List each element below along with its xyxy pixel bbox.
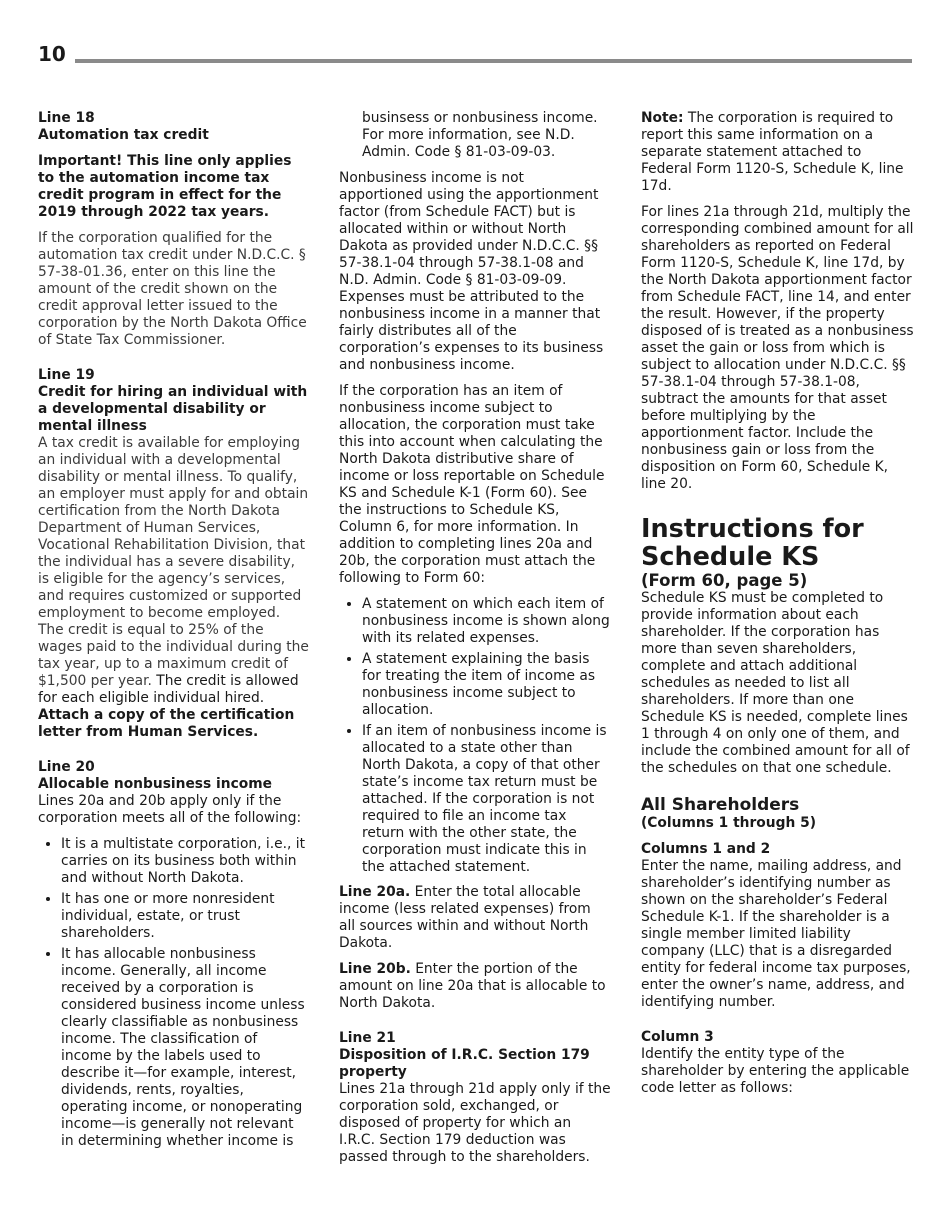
column-3-body: Identify the entity type of the shareholder by entering the applicable code letter as follows: — [641, 1046, 910, 1096]
allocation-paragraph: If the corporation has an item of nonbusiness income subject to allocation, the corporation must take this into account when calculating the North Dakota distributive share of income or loss reportable on Schedule KS and Schedule K-1 (Form 60). See the instructions to Schedule KS, Column 6, for more information. In addition to completing lines 20a and 20b, the corporation must attach the following to Form 60: — [339, 383, 605, 586]
line19-attach-note: Attach a copy of the certification letter from Human Services. — [38, 707, 295, 740]
line18-important: Important! This line only applies to the automation income tax credit program in effect for the 2019 through 2022 tax years. — [38, 153, 292, 220]
note-paragraph — [641, 110, 915, 195]
line20b-paragraph — [339, 961, 611, 1012]
note-label: Note: — [641, 110, 684, 126]
line21-subtitle: Disposition of I.R.C. Section 179 property — [339, 1047, 590, 1080]
line21-instructions: For lines 21a through 21d, multiply the corresponding combined amount for all shareholders as reported on Federal Form 1120-S, Schedule K, line 17d, by the North Dakota apportionment factor from Schedule FACT, line 14, and enter the result. However, if the property disposed of is treated as a nonbusiness asset the gain or loss from which is subject to allocation under N.D.C.C. §§ 57-38.1-04 through 57-38.1-08, subtract the amounts for that asset before multiplying by the apportionment factor. Include the nonbusiness gain or loss from the disposition on Form 60, Schedule K, line 20. — [641, 204, 914, 492]
line20-subtitle: Allocable nonbusiness income — [38, 776, 272, 792]
note-text: The corporation is required to report this same information on a separate statement attached to Federal Form 1120-S, Schedule K, line 17d. — [641, 110, 904, 194]
line19-title: Line 19 — [38, 367, 95, 383]
line18-subtitle: Automation tax credit — [38, 127, 209, 143]
line18-title: Line 18 — [38, 110, 95, 126]
line19-subtitle: Credit for hiring an individual with a developmental disability or mental illness — [38, 384, 308, 434]
line20a-paragraph — [339, 884, 611, 952]
header-rule — [75, 59, 912, 63]
all-shareholders-subheading: (Columns 1 through 5) — [641, 815, 817, 831]
list-item: • It has allocable nonbusiness income. Generally, all income received by a corporation is considered business income unless clearly classifiable as nonbusiness income. The classification of income by the labels used to describe it—for example, interest, dividends, rents, royalties, operating income, or nonoperating income—is generally not relevant in determining whether income is — [61, 946, 310, 1150]
list-item: • It has one or more nonresident individual, estate, or trust shareholders. — [61, 891, 310, 942]
columns-1-2-body: Enter the name, mailing address, and shareholder’s identifying number as shown on the shareholder’s Federal Schedule K-1. If the shareholder is a single member limited liability company (LLC) that is a disregarded entity for federal income tax purposes, enter the owner’s name, address, and identifying number. — [641, 858, 911, 1010]
schedule-ks-intro: Schedule KS must be completed to provide information about each shareholder. If the corporation has more than seven shareholders, complete and attach additional schedules as needed to list all shareholders. If more than one Schedule KS is needed, complete lines 1 through 4 on only one of them, and include the combined amount for all of the schedules on that one schedule. — [641, 590, 910, 776]
line20-title: Line 20 — [38, 759, 95, 775]
page-number: 10 — [38, 42, 66, 66]
line20a-label: Line 20a. — [339, 884, 411, 900]
line21-body: Lines 21a through 21d apply only if the corporation sold, exchanged, or disposed of property for which an I.R.C. Section 179 deduction was passed through to the shareholders. — [339, 1081, 611, 1165]
nonbusiness-paragraph: Nonbusiness income is not apportioned using the apportionment factor (from Schedule FACT) but is allocated within or without North Dakota as provided under N.D.C.C. §§ 57-38.1-04 through 57-38.1-08 and N.D. Admin. Code § 81-03-09-09. Expenses must be attributed to the nonbusiness income in a manner that fairly distributes all of the corporation’s expenses to its business and nonbusiness income. — [339, 170, 604, 373]
line18-body: If the corporation qualified for the automation tax credit under N.D.C.C. § 57-38-01.36, enter on this line the amount of the credit shown on the credit approval letter issued to the corporation by the North Dakota Office of State Tax Commissioner. — [38, 230, 307, 348]
list-item: • If an item of nonbusiness income is allocated to a state other than North Dakota, a copy of that other state’s income tax return must be attached. If the corporation is not required to file an income tax return with the other state, the corporation must indicate this in the attached statement. — [362, 723, 611, 876]
line20b-text: Enter the portion of the amount on line 20a that is allocable to North Dakota. — [339, 961, 606, 1011]
columns-1-2-title: Columns 1 and 2 — [641, 841, 771, 857]
list-item: • A statement on which each item of nonbusiness income is shown along with its related expenses. — [362, 596, 611, 647]
line20a-text: Enter the total allocable income (less related expenses) from all sources within and without North Dakota. — [339, 884, 591, 951]
line20-intro: Lines 20a and 20b apply only if the corporation meets all of the following: — [38, 793, 302, 826]
line21-title: Line 21 — [339, 1030, 396, 1046]
line20b-label: Line 20b. — [339, 961, 411, 977]
all-shareholders-heading: All Shareholders — [641, 795, 800, 815]
column-3 — [641, 110, 915, 1106]
line19-body-allowed: The credit is allowed for each eligible individual hired. — [38, 673, 299, 706]
list-item: • A statement explaining the basis for treating the item of income as nonbusiness income subject to allocation. — [362, 651, 611, 719]
schedule-ks-subheading: (Form 60, page 5) — [641, 571, 808, 590]
column-3-title: Column 3 — [641, 1029, 714, 1045]
bullet-continuation: businsess or nonbusiness income. For more information, see N.D. Admin. Code § 81-03-09-03. — [362, 110, 598, 160]
line20-conditions-list — [38, 836, 310, 1150]
list-item: • It is a multistate corporation, i.e., it carries on its business both within and without North Dakota. — [61, 836, 310, 887]
line19-body — [38, 435, 310, 741]
attachments-list — [339, 596, 611, 876]
column-1 — [38, 110, 310, 1158]
schedule-ks-heading: Instructions for Schedule KS — [641, 514, 864, 572]
column-2 — [339, 110, 611, 1175]
line19-body-main: A tax credit is available for employing an individual with a developmental disability or mental illness. To qualify, an employer must apply for and obtain certification from the North Dakota Department of Human Services, Vocational Rehabilitation Division, that the individual has a severe disability, is eligible for the agency’s services, and requires customized or supported employment to become employed. The credit is equal to 25% of the wages paid to the individual during the tax year, up to a maximum credit of $1,500 per year. — [38, 435, 309, 689]
